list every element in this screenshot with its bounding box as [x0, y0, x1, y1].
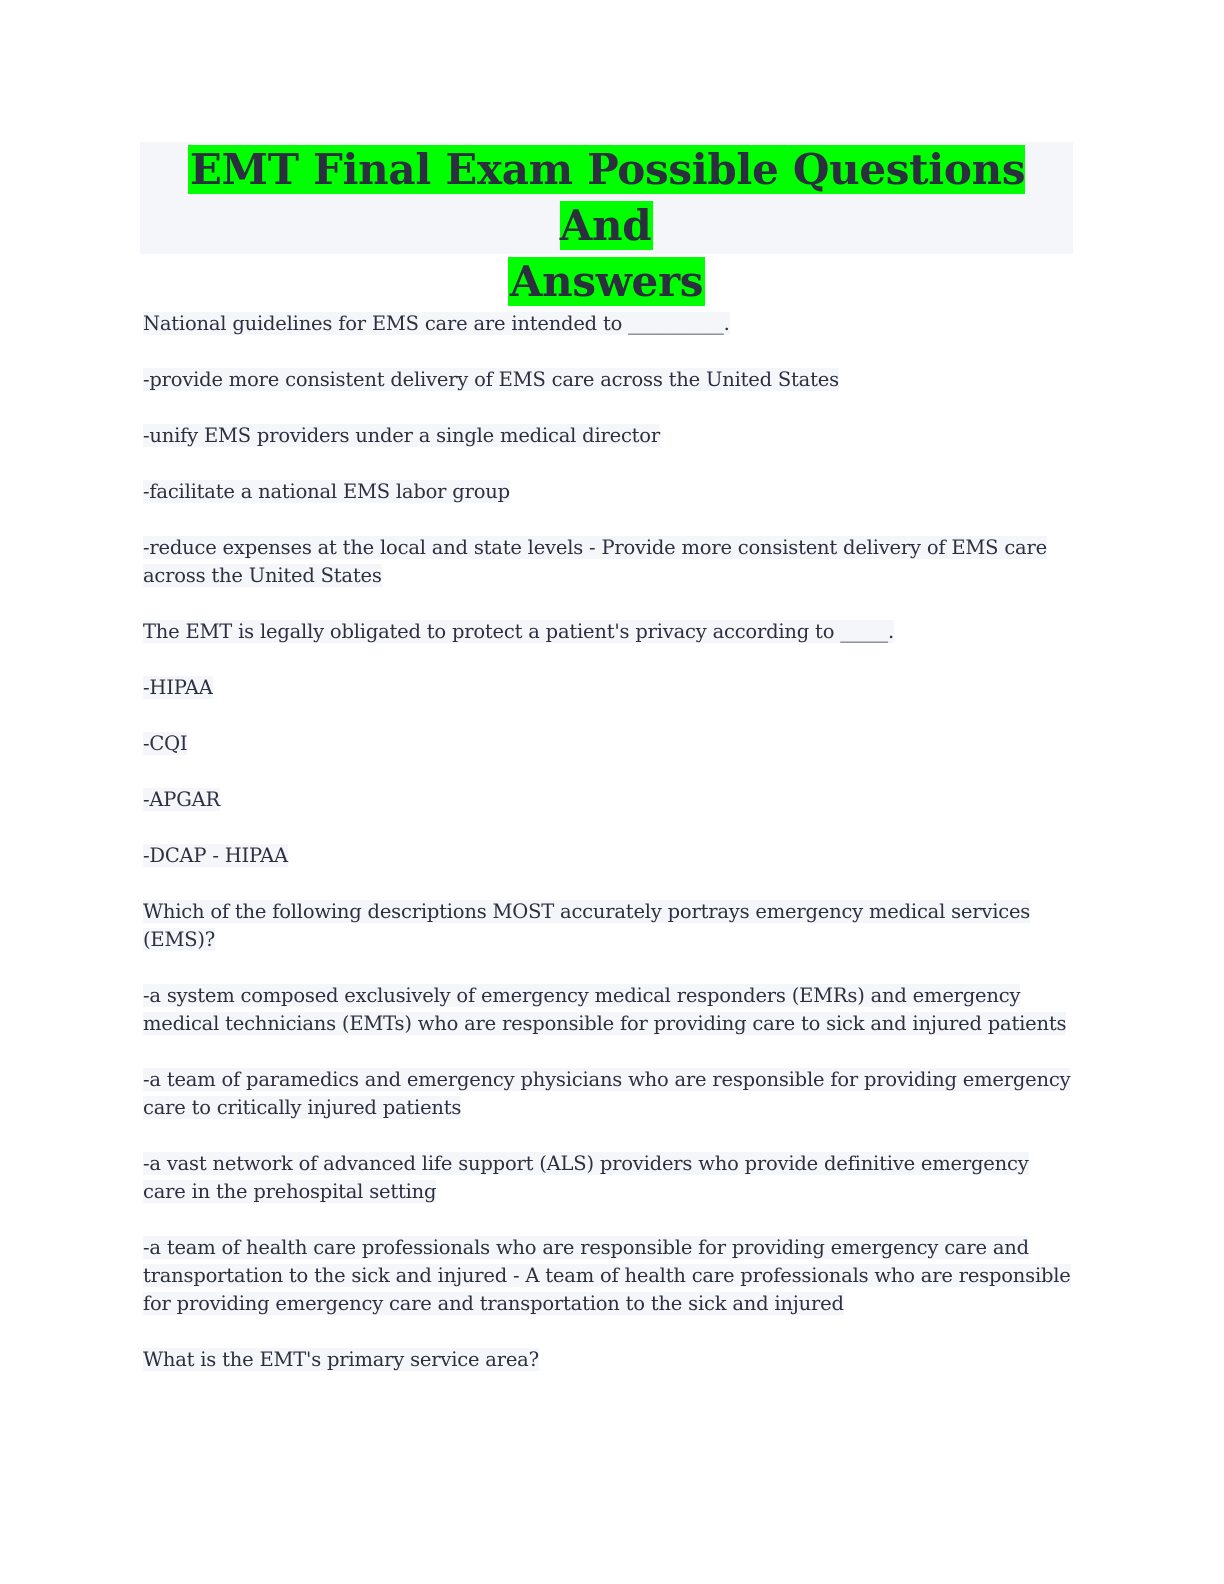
- answer-option: -unify EMS providers under a single medical director: [143, 424, 660, 447]
- answer-option: -HIPAA: [143, 676, 213, 699]
- question-2: The EMT is legally obligated to protect a patient's privacy according to _____.: [143, 620, 894, 643]
- answer-option: -APGAR: [143, 788, 220, 811]
- question-4: What is the EMT's primary service area?: [143, 1348, 539, 1371]
- question-3: Which of the following descriptions MOST accurately portrays emergency medical services (EMS)?: [143, 900, 1031, 951]
- question-1: National guidelines for EMS care are intended to __________.: [143, 312, 730, 335]
- answer-option: -facilitate a national EMS labor group: [143, 480, 510, 503]
- answer-option: -a vast network of advanced life support (ALS) providers who provide definitive emergency care in the prehospital setting: [143, 1152, 1029, 1203]
- answer-option-with-answer: -reduce expenses at the local and state levels - Provide more consistent delivery of EMS care across the United States: [143, 536, 1047, 587]
- answer-option: -CQI: [143, 732, 188, 755]
- document-body: [143, 310, 1073, 1402]
- answer-option: -provide more consistent delivery of EMS care across the United States: [143, 368, 839, 391]
- page-title: [140, 142, 1073, 310]
- title-line-2: Answers: [509, 257, 704, 306]
- answer-option: -a team of paramedics and emergency physicians who are responsible for providing emergency care to critically injured patients: [143, 1068, 1071, 1119]
- answer-option-with-answer: -DCAP - HIPAA: [143, 844, 288, 867]
- title-band: [140, 142, 1073, 306]
- answer-option-with-answer: -a team of health care professionals who are responsible for providing emergency care and transportation to the sick and injured - A team of health care professionals who are responsible for providing emergency care and transportation to the sick and injured: [143, 1236, 1071, 1315]
- title-line-1: EMT Final Exam Possible Questions And: [189, 145, 1026, 250]
- answer-option: -a system composed exclusively of emergency medical responders (EMRs) and emergency medical technicians (EMTs) who are responsible for providing care to sick and injured patients: [143, 984, 1067, 1035]
